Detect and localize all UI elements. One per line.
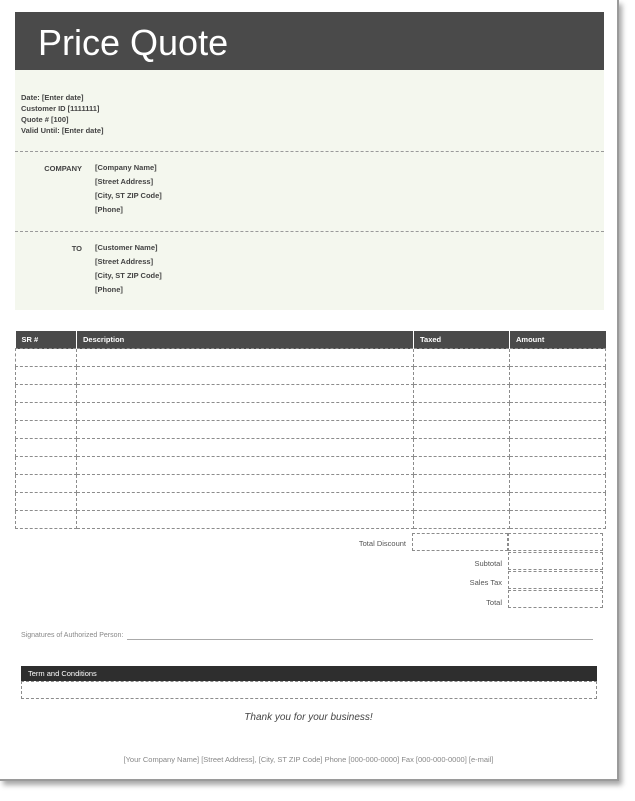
divider (15, 231, 604, 232)
quote-date: Date: [Enter date] (21, 93, 84, 102)
cell-taxed[interactable] (414, 385, 510, 403)
cell-amount[interactable] (510, 457, 606, 475)
cell-description[interactable] (77, 493, 414, 511)
terms-header (21, 666, 597, 681)
table-row (16, 439, 606, 457)
valid-until: Valid Until: [Enter date] (21, 126, 104, 135)
company-address-block (95, 161, 162, 217)
cell-sr[interactable] (16, 403, 77, 421)
sales-tax-label: Sales Tax (469, 578, 502, 587)
customer-id: Customer ID [1111111] (21, 104, 100, 113)
signature-label: Signatures of Authorized Person: (21, 632, 124, 639)
page-title: Price Quote (38, 22, 229, 63)
cell-amount[interactable] (510, 385, 606, 403)
cell-amount[interactable] (510, 511, 606, 529)
customer-name: [Customer Name] (95, 243, 158, 252)
table-row (16, 349, 606, 367)
total-discount-label: Total Discount (358, 539, 406, 548)
cell-description[interactable] (77, 349, 414, 367)
company-label: COMPANY (44, 164, 82, 173)
company-phone: [Phone] (95, 205, 123, 214)
subtotal-label: Subtotal (474, 559, 502, 568)
total-discount-field[interactable] (412, 533, 508, 551)
table-row (16, 493, 606, 511)
cell-taxed[interactable] (414, 475, 510, 493)
total-field[interactable] (508, 590, 603, 608)
table-row (16, 367, 606, 385)
sales-tax-field[interactable] (508, 571, 603, 589)
subtotal-field[interactable] (508, 552, 603, 570)
cell-taxed[interactable] (414, 493, 510, 511)
cell-taxed[interactable] (414, 439, 510, 457)
title-banner (15, 12, 604, 70)
cell-description[interactable] (77, 439, 414, 457)
terms-field[interactable] (21, 681, 597, 699)
customer-city: [City, ST ZIP Code] (95, 271, 162, 280)
cell-description[interactable] (77, 475, 414, 493)
cell-description[interactable] (77, 385, 414, 403)
cell-amount[interactable] (510, 349, 606, 367)
table-row (16, 421, 606, 439)
cell-taxed[interactable] (414, 457, 510, 475)
cell-description[interactable] (77, 403, 414, 421)
line-items-table (15, 331, 606, 529)
cell-amount[interactable] (510, 439, 606, 457)
cell-sr[interactable] (16, 475, 77, 493)
cell-amount[interactable] (510, 421, 606, 439)
cell-amount[interactable] (510, 475, 606, 493)
total-label: Total (486, 598, 502, 607)
cell-taxed[interactable] (414, 421, 510, 439)
cell-sr[interactable] (16, 493, 77, 511)
to-label: TO (71, 244, 82, 253)
customer-street: [Street Address] (95, 257, 154, 266)
cell-amount[interactable] (510, 493, 606, 511)
terms-title: Term and Conditions (28, 669, 97, 678)
cell-description[interactable] (77, 367, 414, 385)
column-header-amount: Amount (510, 331, 606, 349)
cell-taxed[interactable] (414, 367, 510, 385)
cell-sr[interactable] (16, 421, 77, 439)
column-header-taxed: Taxed (414, 331, 510, 349)
cell-taxed[interactable] (414, 403, 510, 421)
cell-amount[interactable] (510, 403, 606, 421)
cell-description[interactable] (77, 421, 414, 439)
customer-phone: [Phone] (95, 285, 123, 294)
footer-contact: [Your Company Name] [Street Address], [City, ST ZIP Code] Phone [000-000-0000] Fax [000-000-0000] [e-mail] (123, 755, 494, 764)
company-street: [Street Address] (95, 177, 154, 186)
cell-sr[interactable] (16, 349, 77, 367)
table-row (16, 403, 606, 421)
cell-amount[interactable] (510, 367, 606, 385)
company-city: [City, ST ZIP Code] (95, 191, 162, 200)
table-row (16, 385, 606, 403)
table-row (16, 475, 606, 493)
cell-taxed[interactable] (414, 511, 510, 529)
table-header-row (16, 331, 606, 349)
table-row (16, 457, 606, 475)
info-panel (15, 70, 604, 310)
cell-taxed[interactable] (414, 349, 510, 367)
signature-line[interactable] (127, 639, 593, 640)
column-header-sr: SR # (16, 331, 77, 349)
thank-you-note: Thank you for your business! (244, 712, 373, 723)
cell-sr[interactable] (16, 367, 77, 385)
cell-sr[interactable] (16, 457, 77, 475)
cell-sr[interactable] (16, 439, 77, 457)
customer-address-block (95, 241, 162, 297)
column-header-description: Description (77, 331, 414, 349)
table-row (16, 511, 606, 529)
total-discount-amount-field[interactable] (508, 533, 603, 551)
company-name: [Company Name] (95, 163, 157, 172)
cell-sr[interactable] (16, 385, 77, 403)
quote-number: Quote # [100] (21, 115, 69, 124)
cell-sr[interactable] (16, 511, 77, 529)
cell-description[interactable] (77, 511, 414, 529)
divider (15, 151, 604, 152)
cell-description[interactable] (77, 457, 414, 475)
